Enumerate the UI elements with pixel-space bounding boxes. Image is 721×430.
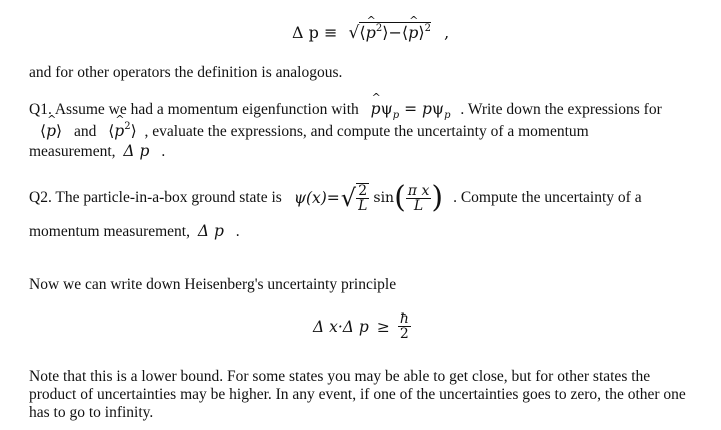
and-word: and: [73, 123, 97, 140]
p-hat-b: ^ p: [408, 23, 418, 42]
right-paren: ): [431, 180, 444, 215]
p-hat: ^ p: [366, 23, 376, 42]
delta-p-q2: Δ p: [197, 222, 224, 240]
expect-p: ⟨^ p⟩: [40, 122, 62, 140]
ground-state-wavefunction: ψ(x)= √ $\frac{2}{L}$ sin ( $\frac{\text{π x}}{L}$ ): [293, 180, 444, 215]
delta-p-lhs: Δ p ≡: [292, 23, 338, 42]
heisenberg-lhs: Δ x·Δ p: [313, 317, 369, 336]
sqrt-sign-icon: √: [340, 184, 357, 212]
q1-line3: measurement, Δ p .: [29, 142, 166, 160]
q1-eigen-equation: ^ $p\psi_p = p\psi_p$: [371, 100, 451, 118]
q2-label: Q2. The particle-in-a-box ground state is: [29, 189, 282, 206]
sqrt-sign-icon: √: [348, 23, 360, 43]
sqrt-radicand: ⟨^ $p^2⟩-⟨\^{}$ p⟩$^2$: [359, 22, 431, 42]
q1-label: Q1. Assume we had a momentum eigenfunction with: [29, 101, 359, 118]
intro-text: and for other operators the definition is analogous.: [29, 64, 343, 81]
delta-p: Δ p: [123, 142, 150, 160]
expect-p-squared: ⟨^ $p^2⟩$: [108, 122, 136, 140]
formula-comma: ,: [444, 23, 450, 42]
note-paragraph: Note that this is a lower bound. For some states you may be able to get close, but for other states the product of uncertainties may be higher. In any event, if one of the uncertainties goes to zero, the other one has to go to infinity.: [29, 368, 686, 421]
hbar-over-two: $\frac{ħ}{2}$: [399, 311, 409, 342]
heisenberg-inequality: [313, 312, 411, 341]
left-paren: (: [394, 180, 406, 215]
q2-line2: momentum measurement, Δ p .: [29, 222, 240, 240]
q1-line2-tail: , evaluate the expressions, and compute the uncertainty of a momentum: [144, 123, 589, 140]
heisenberg-intro: Now we can write down Heisenberg's uncertainty principle: [29, 276, 397, 293]
q2-line1: [29, 180, 642, 216]
uncertainty-definition-formula: [292, 22, 449, 43]
q1-tail: . Write down the expressions for: [460, 101, 662, 118]
q1-line2: [40, 122, 589, 141]
q2-tail: . Compute the uncertainty of a: [453, 189, 642, 206]
geq-sign: ≥: [376, 317, 390, 336]
